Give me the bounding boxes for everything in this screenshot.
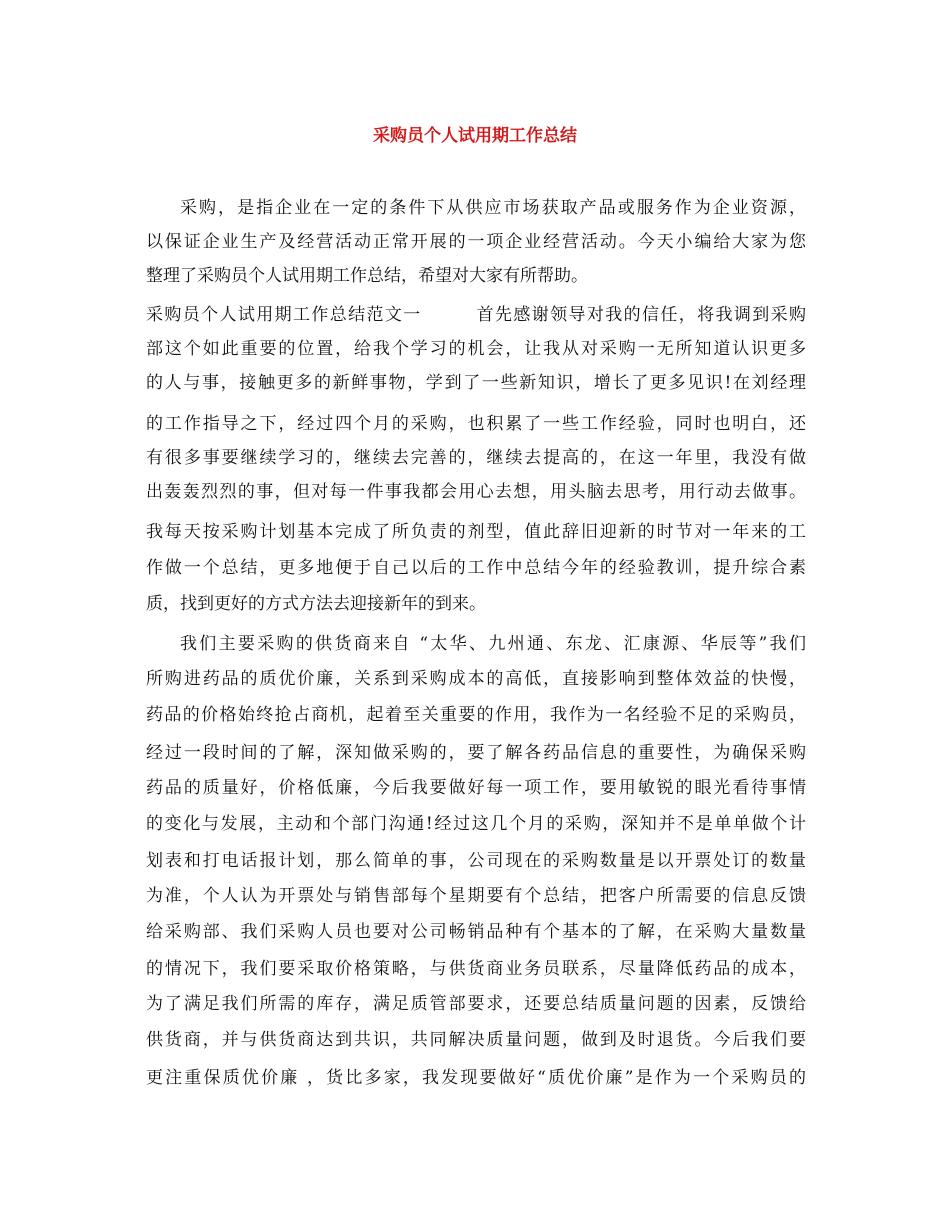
paragraph-line: 的工作指导之下，经过四个月的采购，也积累了一些工作经验，同时也明白，还 (146, 414, 806, 434)
paragraph-line: 为了满足我们所需的库存，满足质管部要求，还要总结质量问题的因素，反馈给 (146, 994, 806, 1014)
paragraph-line: 有很多事要继续学习的，继续去完善的，继续去提高的，在这一年里，我没有做 (146, 448, 806, 468)
paragraph-line: 给采购部、我们采购人员也要对公司畅销品种有个基本的了解，在采购大量数量 (146, 922, 806, 942)
paragraph-line: 的情况下，我们要采取价格策略，与供货商业务员联系，尽量降低药品的成本， (146, 959, 806, 979)
paragraph-line: 整理了采购员个人试用期工作总结，希望对大家有所帮助。 (146, 266, 588, 286)
paragraph-line: 以保证企业生产及经营活动正常开展的一项企业经营活动。今天小编给大家为您 (146, 232, 806, 252)
paragraph-line: 质，找到更好的方式方法去迎接新年的到来。 (146, 594, 486, 614)
paragraph-line: 采购员个人试用期工作总结范文一 首先感谢领导对我的信任，将我调到采购 (146, 305, 806, 325)
paragraph-line: 出轰轰烈烈的事，但对每一件事我都会用心去想，用头脑去思考，用行动去做事。 (146, 482, 806, 502)
page-title: 采购员个人试用期工作总结 (373, 126, 577, 146)
paragraph-line: 划表和打电话报计划，那么简单的事，公司现在的采购数量是以开票处订的数量 (146, 851, 806, 871)
paragraph-line: 部这个如此重要的位置，给我个学习的机会，让我从对采购一无所知道认识更多 (146, 339, 806, 359)
paragraph-line: 供货商，并与供货商达到共识，共同解决质量问题，做到及时退货。今后我们要 (146, 1030, 806, 1050)
paragraph-line: 为准，个人认为开票处与销售部每个星期要有个总结，把客户所需要的信息反馈 (146, 886, 806, 906)
paragraph-line: 我每天按采购计划基本完成了所负责的剂型，值此辞旧迎新的时节对一年来的工 (146, 522, 806, 542)
paragraph-line: 药品的价格始终抢占商机，起着至关重要的作用，我作为一名经验不足的采购员， (146, 705, 806, 725)
paragraph-line: 作做一个总结，更多地便于自己以后的工作中总结今年的经验教训，提升综合素 (146, 558, 806, 578)
paragraph-line: 采购，是指企业在一定的条件下从供应市场获取产品或服务作为企业资源， (180, 198, 806, 218)
paragraph-line: 经过一段时间的了解，深知做采购的，要了解各药品信息的重要性，为确保采购 (146, 743, 806, 763)
paragraph-line: 的人与事，接触更多的新鲜事物，学到了一些新知识，增长了更多见识!在刘经理 (146, 373, 806, 393)
paragraph-line: 的变化与发展，主动和个部门沟通!经过这几个月的采购，深知并不是单单做个计 (146, 814, 806, 834)
paragraph-line: 我们主要采购的供货商来自 “太华、九州通、东龙、汇康源、华辰等”我们 (180, 634, 806, 654)
paragraph-line: 更注重保质优价廉 ，货比多家，我发现要做好“质优价廉”是作为一个采购员的 (146, 1068, 806, 1088)
paragraph-line: 药品的质量好，价格低廉，今后我要做好每一项工作，要用敏锐的眼光看待事情 (146, 778, 806, 798)
paragraph-line: 所购进药品的质优价廉，关系到采购成本的高低，直接影响到整体效益的快慢， (146, 669, 806, 689)
